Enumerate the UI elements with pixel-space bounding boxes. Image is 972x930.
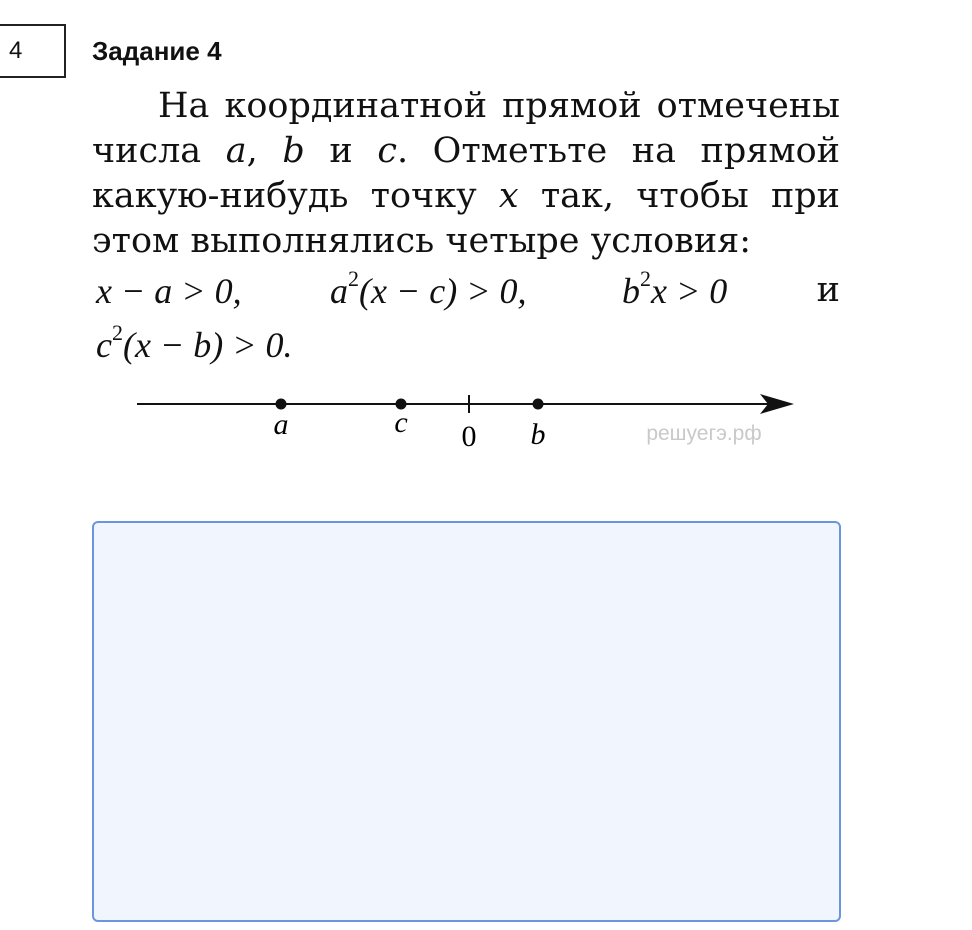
point-dot [533,399,544,410]
var-b: b [282,131,305,171]
task-number-box [0,24,66,78]
exponent: 2 [111,320,123,345]
exponent: 2 [640,266,651,291]
point-c [394,399,407,440]
var-c: c [96,325,112,365]
number-line [0,380,972,460]
task-title: Задание 4 [92,36,222,66]
condition-3-rest: x > 0 [651,271,728,311]
point-label-a: a [273,408,289,441]
point-b [531,399,546,452]
var-a: a [330,271,348,311]
task-statement [92,84,840,264]
condition-4-rest: (x − b) > 0. [122,325,293,365]
statement-text: и [304,131,378,171]
condition-2-rest: (x − c) > 0, [359,271,527,311]
point-a [274,399,289,442]
statement-text: На координатной прямой отмечены числа [92,86,840,171]
condition-4 [96,320,293,366]
statement-text: , [246,131,283,171]
statement-text: . Отметьте на прямой какую-нибудь точку [92,131,840,216]
conjunction-and: и [816,270,840,310]
var-c: c [377,131,397,171]
statement-text: так, чтобы при этом выполнялись четыре условия: [92,176,841,261]
var-a: a [225,131,247,171]
point-label-c: c [394,406,408,439]
task-number: 4 [9,37,23,64]
point-label-b: b [530,418,546,451]
condition-2 [330,266,527,312]
answer-input[interactable] [92,521,841,922]
condition-1: x − a > 0, [96,271,242,311]
watermark: решуегэ.рф [646,422,762,445]
conditions-row [96,266,840,318]
var-b: b [622,271,640,311]
var-x: x [498,176,519,216]
point-label-zero: 0 [461,420,477,453]
condition-3 [622,266,728,312]
exponent: 2 [348,266,359,291]
